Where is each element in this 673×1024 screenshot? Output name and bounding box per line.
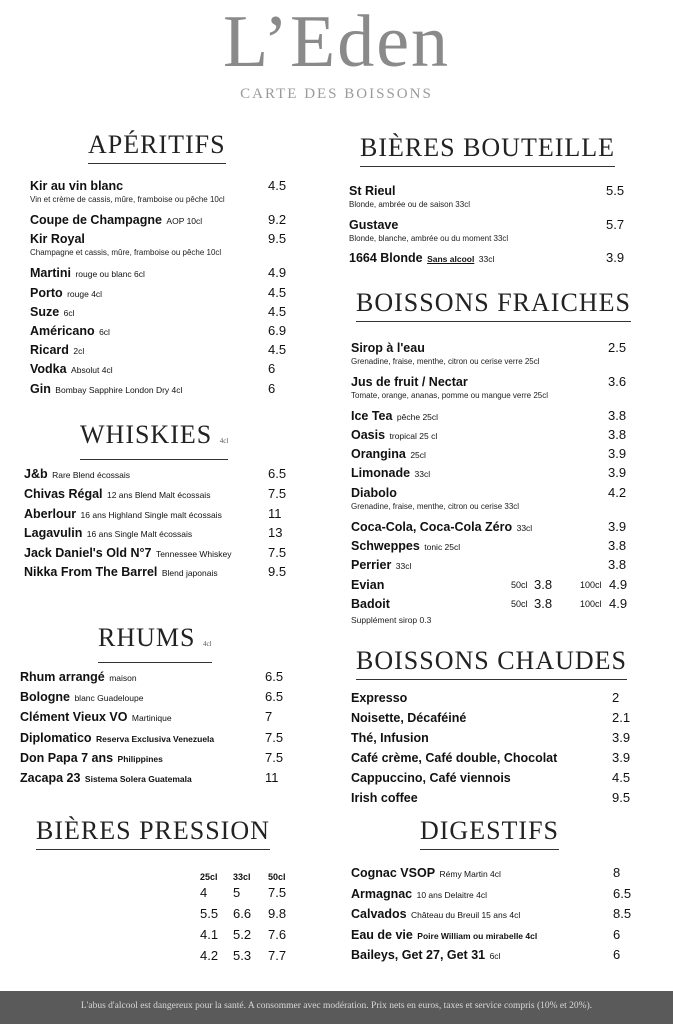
item-price: 4.5 bbox=[612, 770, 631, 785]
item-price: 6.5 bbox=[613, 886, 632, 901]
size-header: 33cl bbox=[233, 872, 251, 882]
item-desc: Bombay Sapphire London Dry 4cl bbox=[55, 385, 183, 395]
size-label: 50cl bbox=[511, 599, 528, 609]
item-name: Clément Vieux VO bbox=[20, 710, 128, 724]
item-price: 4.2 bbox=[608, 485, 627, 500]
section-title-bieres-bouteille: BIÈRES BOUTEILLE bbox=[360, 133, 615, 167]
item-name: Oasis bbox=[351, 428, 386, 442]
item-price: 7.7 bbox=[268, 948, 287, 963]
item-desc: pêche 25cl bbox=[396, 412, 439, 422]
menu-item bbox=[30, 211, 202, 230]
item-name: Gustave bbox=[349, 218, 399, 232]
item-desc: 33cl bbox=[516, 523, 533, 533]
item-name: Aberlour bbox=[24, 507, 77, 521]
item-price: 9.5 bbox=[268, 231, 287, 246]
size-header: 25cl bbox=[200, 872, 218, 882]
menu-item bbox=[20, 688, 143, 707]
item-desc: 10 ans Delaitre 4cl bbox=[416, 890, 487, 900]
item-price: 4.9 bbox=[609, 577, 628, 592]
section-title-bieres-pression: BIÈRES PRESSION bbox=[36, 816, 270, 850]
item-price: 6.5 bbox=[265, 689, 284, 704]
menu-item bbox=[20, 749, 163, 768]
item-price: 2.5 bbox=[608, 340, 627, 355]
item-price: 5 bbox=[233, 885, 241, 900]
item-name: Irish coffee bbox=[351, 791, 418, 805]
item-price: 3.9 bbox=[612, 750, 631, 765]
item-name: Don Papa 7 ans bbox=[20, 751, 114, 765]
menu-item bbox=[30, 360, 113, 379]
menu-item bbox=[349, 182, 396, 200]
menu-item bbox=[24, 544, 232, 563]
item-name: Américano bbox=[30, 324, 95, 338]
item-name: Vodka bbox=[30, 362, 67, 376]
item-price: 7.5 bbox=[265, 750, 284, 765]
item-desc: 16 ans Highland Single malt écossais bbox=[80, 510, 222, 520]
item-price: 5.2 bbox=[233, 927, 252, 942]
item-name: Cappuccino, Café viennois bbox=[351, 771, 511, 785]
item-note: Champagne et cassis, mûre, framboise ou pêche 10cl bbox=[30, 248, 222, 257]
item-price: 3.8 bbox=[534, 577, 553, 592]
menu-item bbox=[351, 905, 520, 924]
item-price: 4.9 bbox=[609, 596, 628, 611]
item-name: Porto bbox=[30, 286, 63, 300]
menu-item bbox=[24, 563, 218, 582]
footer-disclaimer: L'abus d'alcool est dangereux pour la santé. A consommer avec modération. Prix nets en euros, taxes et service compris (10% et 20%). bbox=[0, 991, 673, 1024]
item-name: Calvados bbox=[351, 907, 407, 921]
item-desc: Sans alcool bbox=[427, 254, 475, 264]
menu-item bbox=[351, 864, 501, 883]
item-price: 2.1 bbox=[612, 710, 631, 725]
item-desc: rouge ou blanc 6cl bbox=[75, 269, 145, 279]
menu-item bbox=[30, 177, 123, 195]
menu-item bbox=[351, 749, 557, 767]
menu-item bbox=[30, 284, 102, 303]
item-price: 3.9 bbox=[612, 730, 631, 745]
item-price: 6.9 bbox=[268, 323, 287, 338]
item-desc: Sistema Solera Guatemala bbox=[84, 774, 192, 784]
item-desc: Martinique bbox=[131, 713, 172, 723]
item-desc: Absolut 4cl bbox=[71, 365, 113, 375]
item-desc: 33cl bbox=[395, 561, 412, 571]
item-note: Tomate, orange, ananas, pomme ou mangue verre 25cl bbox=[351, 391, 549, 400]
item-desc: 12 ans Blend Malt écossais bbox=[106, 490, 211, 500]
item-price: 3.8 bbox=[608, 538, 627, 553]
item-price: 3.9 bbox=[606, 250, 625, 265]
item-desc: 25cl bbox=[410, 450, 426, 460]
item-price: 9.2 bbox=[268, 212, 287, 227]
item-desc: Tennessee Whiskey bbox=[155, 549, 232, 559]
item-price: 7.5 bbox=[268, 885, 287, 900]
menu-item bbox=[351, 689, 407, 707]
size-label: 100cl bbox=[580, 599, 602, 609]
item-price: 11 bbox=[265, 770, 279, 785]
menu-item bbox=[351, 373, 468, 391]
menu-item bbox=[24, 485, 210, 504]
menu-item bbox=[351, 789, 418, 807]
item-price: 6 bbox=[613, 927, 621, 942]
menu-item bbox=[30, 322, 110, 341]
menu-item bbox=[351, 445, 426, 464]
menu-item bbox=[20, 769, 192, 788]
item-price: 3.8 bbox=[608, 557, 627, 572]
item-name: Ice Tea bbox=[351, 409, 393, 423]
item-name: Eau de vie bbox=[351, 928, 413, 942]
item-price: 6 bbox=[268, 381, 276, 396]
item-name: Thé, Infusion bbox=[351, 731, 429, 745]
supplement-note: Supplément sirop 0.3 bbox=[351, 615, 432, 625]
size-label: 100cl bbox=[580, 580, 602, 590]
item-price: 4.5 bbox=[268, 304, 287, 319]
item-price: 3.8 bbox=[534, 596, 553, 611]
menu-item bbox=[351, 537, 460, 556]
item-desc: 2cl bbox=[73, 346, 85, 356]
menu-item bbox=[30, 230, 85, 248]
section-title-boissons-fraiches: BOISSONS FRAICHES bbox=[356, 288, 631, 322]
item-name: Coca-Cola, Coca-Cola Zéro bbox=[351, 520, 513, 534]
item-name: Cognac VSOP bbox=[351, 866, 436, 880]
item-name: Rhum arrangé bbox=[20, 670, 105, 684]
item-price: 3.8 bbox=[608, 408, 627, 423]
item-price: 4.5 bbox=[268, 342, 287, 357]
item-price: 4.9 bbox=[268, 265, 287, 280]
item-desc: 6cl bbox=[63, 308, 75, 318]
item-price: 11 bbox=[268, 506, 282, 521]
item-price: 3.9 bbox=[608, 519, 627, 534]
section-title-boissons-chaudes: BOISSONS CHAUDES bbox=[356, 646, 627, 680]
menu-item bbox=[351, 885, 487, 904]
item-desc: Château du Breuil 15 ans 4cl bbox=[411, 910, 521, 920]
item-price: 5.3 bbox=[233, 948, 252, 963]
menu-item bbox=[351, 518, 532, 537]
item-name: Martini bbox=[30, 266, 71, 280]
menu-item bbox=[24, 505, 222, 524]
menu-item bbox=[351, 926, 537, 945]
menu-item bbox=[351, 595, 390, 613]
item-desc: rouge 4cl bbox=[67, 289, 103, 299]
menu-item bbox=[351, 556, 411, 575]
menu-item bbox=[351, 339, 425, 357]
menu-item bbox=[351, 407, 438, 426]
section-title-rhums: RHUMS 4cl bbox=[98, 623, 212, 663]
size-header: 50cl bbox=[268, 872, 286, 882]
item-price: 7 bbox=[265, 709, 273, 724]
item-name: Evian bbox=[351, 578, 385, 592]
item-price: 3.9 bbox=[608, 465, 627, 480]
item-name: Sirop à l'eau bbox=[351, 341, 425, 355]
menu-subtitle: CARTE DES BOISSONS bbox=[240, 86, 433, 102]
menu-item bbox=[349, 249, 494, 268]
item-name: Suze bbox=[30, 305, 60, 319]
menu-item bbox=[351, 426, 437, 445]
item-name: Baileys, Get 27, Get 31 bbox=[351, 948, 486, 962]
item-price: 8 bbox=[613, 865, 621, 880]
item-desc: Rémy Martin 4cl bbox=[439, 869, 501, 879]
item-desc: Poire William ou mirabelle 4cl bbox=[417, 931, 538, 941]
item-note: Vin et crème de cassis, mûre, framboise ou pêche 10cl bbox=[30, 195, 225, 204]
item-name: Kir au vin blanc bbox=[30, 179, 124, 193]
menu-item bbox=[20, 729, 214, 748]
item-name: Perrier bbox=[351, 558, 392, 572]
item-desc: Rare Blend écossais bbox=[52, 470, 131, 480]
item-price: 3.9 bbox=[608, 446, 627, 461]
item-price: 9.5 bbox=[612, 790, 631, 805]
item-price: 7.5 bbox=[265, 730, 284, 745]
item-price: 6.5 bbox=[265, 669, 284, 684]
menu-item bbox=[351, 484, 397, 502]
item-desc: 16 ans Single Malt écossais bbox=[86, 529, 193, 539]
item-desc: 33cl bbox=[478, 254, 495, 264]
item-note: Grenadine, fraise, menthe, citron ou cerise verre 25cl bbox=[351, 357, 540, 366]
item-name: Zacapa 23 bbox=[20, 771, 81, 785]
item-name: Lagavulin bbox=[24, 526, 83, 540]
item-name: Schweppes bbox=[351, 539, 420, 553]
item-name: St Rieul bbox=[349, 184, 396, 198]
item-desc: 33cl bbox=[414, 469, 431, 479]
item-price: 6.5 bbox=[268, 466, 287, 481]
menu-item bbox=[351, 576, 384, 594]
item-name: Ricard bbox=[30, 343, 69, 357]
item-note: Blonde, blanche, ambrée ou du moment 33cl bbox=[349, 234, 509, 243]
item-name: Noisette, Décaféiné bbox=[351, 711, 467, 725]
item-desc: AOP 10cl bbox=[166, 216, 203, 226]
item-name: Gin bbox=[30, 382, 51, 396]
item-name: Coupe de Champagne bbox=[30, 213, 162, 227]
item-name: Bologne bbox=[20, 690, 70, 704]
item-name: Jack Daniel's Old N°7 bbox=[24, 546, 152, 560]
item-desc: Blend japonais bbox=[161, 568, 218, 578]
menu-item bbox=[20, 668, 137, 687]
item-note: Blonde, ambrée ou de saison 33cl bbox=[349, 200, 470, 209]
menu-item bbox=[351, 946, 500, 965]
item-price: 4.5 bbox=[268, 285, 287, 300]
item-desc: 6cl bbox=[489, 951, 501, 961]
menu-item bbox=[349, 216, 398, 234]
menu-item bbox=[20, 708, 172, 727]
item-desc: maison bbox=[109, 673, 137, 683]
menu-item bbox=[30, 380, 182, 399]
menu-item bbox=[30, 264, 145, 283]
menu-item bbox=[24, 465, 130, 484]
item-name: J&b bbox=[24, 467, 48, 481]
item-note: Grenadine, fraise, menthe, citron ou cerise 33cl bbox=[351, 502, 520, 511]
menu-item bbox=[351, 769, 511, 787]
size-label: 50cl bbox=[511, 580, 528, 590]
menu-item bbox=[351, 464, 430, 483]
menu-item bbox=[30, 303, 75, 322]
item-desc: Philippines bbox=[117, 754, 163, 764]
section-title-aperitifs: APÉRITIFS bbox=[88, 130, 226, 164]
item-price: 7.5 bbox=[268, 545, 287, 560]
item-name: Diplomatico bbox=[20, 731, 92, 745]
item-name: Badoit bbox=[351, 597, 390, 611]
item-price: 9.8 bbox=[268, 906, 287, 921]
menu-item bbox=[351, 709, 466, 727]
item-price: 3.8 bbox=[608, 427, 627, 442]
item-name: Orangina bbox=[351, 447, 406, 461]
item-desc: tropical 25 cl bbox=[389, 431, 438, 441]
item-name: Café crème, Café double, Chocolat bbox=[351, 751, 558, 765]
item-price: 6 bbox=[268, 361, 276, 376]
menu-title: L’Eden bbox=[222, 1, 451, 83]
item-price: 6.6 bbox=[233, 906, 252, 921]
item-desc: tonic 25cl bbox=[424, 542, 461, 552]
item-desc: blanc Guadeloupe bbox=[74, 693, 144, 703]
item-name: Expresso bbox=[351, 691, 408, 705]
item-price: 4.2 bbox=[200, 948, 219, 963]
item-name: Kir Royal bbox=[30, 232, 85, 246]
item-price: 7.6 bbox=[268, 927, 287, 942]
section-title-whiskies: WHISKIES 4cl bbox=[80, 420, 228, 460]
section-title-digestifs: DIGESTIFS bbox=[420, 816, 559, 850]
item-price: 7.5 bbox=[268, 486, 287, 501]
item-price: 13 bbox=[268, 525, 283, 540]
item-price: 4.1 bbox=[200, 927, 219, 942]
item-price: 4 bbox=[200, 885, 208, 900]
item-name: Jus de fruit / Nectar bbox=[351, 375, 468, 389]
item-price: 4.5 bbox=[268, 178, 287, 193]
item-price: 5.5 bbox=[200, 906, 219, 921]
item-name: Armagnac bbox=[351, 887, 413, 901]
item-desc: Reserva Exclusiva Venezuela bbox=[96, 734, 215, 744]
item-price: 6 bbox=[613, 947, 621, 962]
item-name: Chivas Régal bbox=[24, 487, 103, 501]
item-name: Limonade bbox=[351, 466, 411, 480]
item-price: 8.5 bbox=[613, 906, 632, 921]
item-name: Diabolo bbox=[351, 486, 397, 500]
item-name: 1664 Blonde bbox=[349, 251, 423, 265]
item-desc: 6cl bbox=[99, 327, 110, 337]
item-price: 9.5 bbox=[268, 564, 287, 579]
item-price: 5.7 bbox=[606, 217, 625, 232]
menu-item bbox=[24, 524, 192, 543]
menu-item bbox=[351, 729, 429, 747]
item-name: Nikka From The Barrel bbox=[24, 565, 158, 579]
item-price: 5.5 bbox=[606, 183, 625, 198]
item-price: 3.6 bbox=[608, 374, 627, 389]
menu-item bbox=[30, 341, 84, 360]
item-price: 2 bbox=[612, 690, 620, 705]
